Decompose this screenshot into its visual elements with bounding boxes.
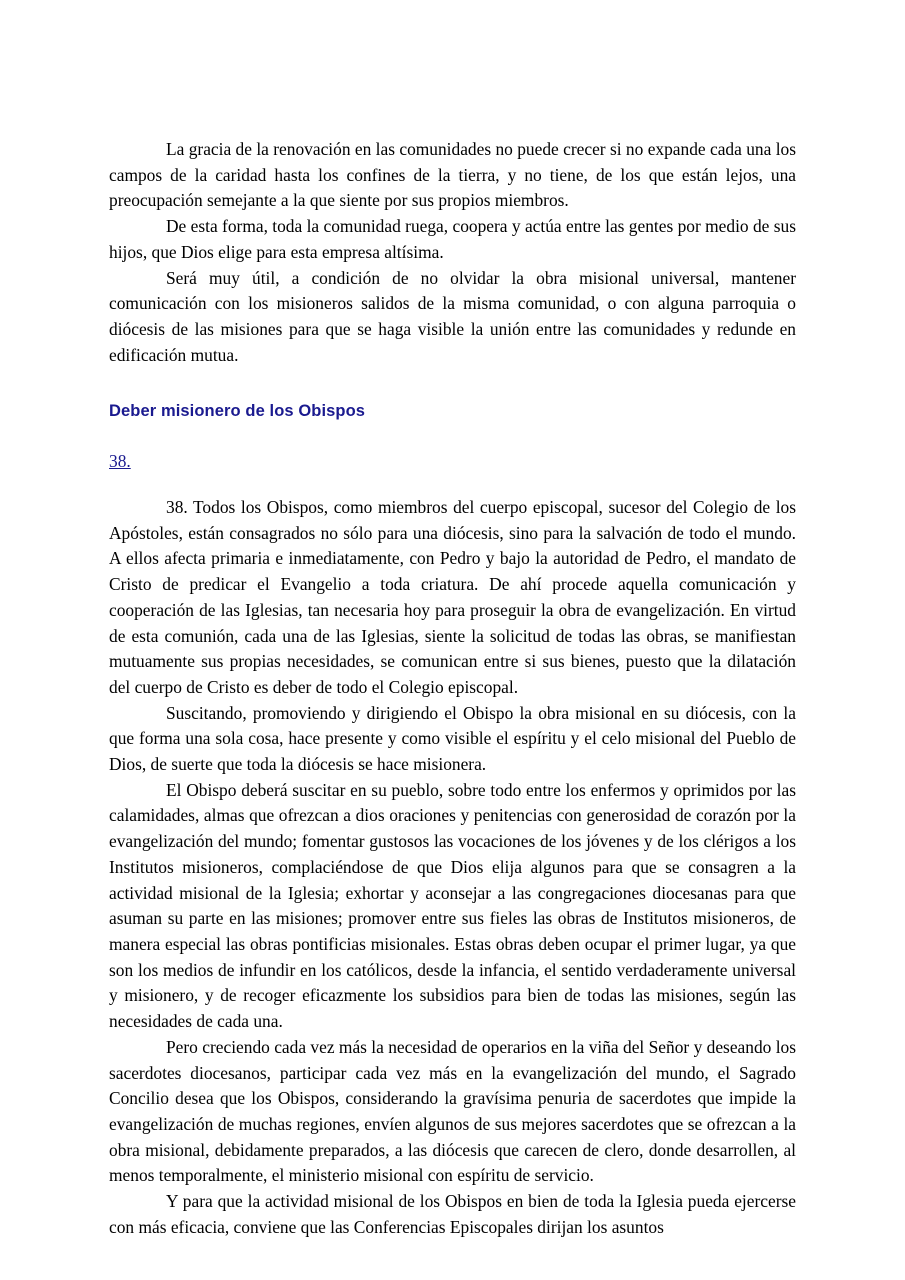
paragraph-y-para-que: Y para que la actividad misional de los Obispos en bien de toda la Iglesia pueda ejercerse con más eficacia, conviene que las Conferencias Episcopales dirijan los asuntos [109, 1191, 796, 1237]
section-anchor-block [109, 449, 796, 475]
paragraph-comunidad-ruega: De esta forma, toda la comunidad ruega, coopera y actúa entre las gentes por medio de sus hijos, que Dios elige para esta empresa altísima. [109, 216, 796, 262]
document-text-column [109, 137, 796, 1240]
paragraph-suscitando: Suscitando, promoviendo y dirigiendo el Obispo la obra misional en su diócesis, con la que forma una sola cosa, hace presente y como visible el espíritu y el celo misional del Pueblo de Dios, de suerte que toda la diócesis se hace misionera. [109, 702, 796, 775]
page-title: Deber misionero de los Obispos [109, 402, 366, 421]
paragraph-el-obispo-debera: El Obispo deberá suscitar en su pueblo, sobre todo entre los enfermos y oprimidos por las calamidades, almas que ofrezcan a dios oraciones y penitencias con generosidad de corazón por la evangelización del mundo; fomentar gustosos las vocaciones de los jóvenes y de los clérigos a los Institutos misioneros, complaciéndose de que Dios elija algunos para que se consagren a la actividad misional de la Iglesia; exhortar y aconsejar a las congregaciones diocesanas para que asuman su parte en las misiones; promover entre sus fieles las obras de Institutos misioneros, de manera especial las obras pontificias misionales. Estas obras deben ocupar el primer lugar, ya que son los medios de infundir en los católicos, desde la infancia, el sentido verdaderamente universal y misionero, y de recoger eficazmente los subsidios para bien de todas las misiones, según las necesidades de cada una. [109, 779, 796, 1032]
paragraph-todos-los-obispos: 38. Todos los Obispos, como miembros del cuerpo episcopal, sucesor del Colegio de los Apóstoles, están consagrados no sólo para una diócesis, sino para la salvación de todo el mundo. A ellos afecta primaria e inmediatamente, con Pedro y bajo la autoridad de Pedro, el mandato de Cristo de predicar el Evangelio a toda criatura. De ahí procede aquella comunicación y cooperación de las Iglesias, tan necesaria hoy para proseguir la obra de evangelización. En virtud de esta comunión, cada una de las Iglesias, siente la solicitud de todas las obras, se manifiestan mutuamente sus propias necesidades, se comunican entre si sus bienes, puesto que la dilatación del cuerpo de Cristo es deber de todo el Colegio episcopal. [109, 497, 796, 697]
paragraph-renovacion: La gracia de la renovación en las comunidades no puede crecer si no expande cada una los campos de la caridad hasta los confines de la tierra, y no tiene, de los que están lejos, una preocupación semejante a la que siente por sus propios miembros. [109, 139, 796, 211]
section-heading-block [109, 401, 796, 421]
section-number-link[interactable]: 38. [109, 451, 131, 472]
paragraph-sera-muy-util: Será muy útil, a condición de no olvidar la obra misional universal, mantener comunicación con los misioneros salidos de la misma comunidad, o con alguna parroquia o diócesis de las misiones para que se haga visible la unión entre las comunidades y redunde en edificación mutua. [109, 267, 796, 365]
paragraph-pero-creciendo: Pero creciendo cada vez más la necesidad de operarios en la viña del Señor y deseando los sacerdotes diocesanos, participar cada vez más en la evangelización del mundo, el Sagrado Concilio desea que los Obispos, considerando la gravísima penuria de sacerdotes que impide la evangelización de muchas regiones, envíen algunos de sus mejores sacerdotes que se ofrezcan a la obra misional, debidamente preparados, a las diócesis que carecen de clero, donde desarrollen, al menos temporalmente, el ministerio misional con espíritu de servicio. [109, 1036, 796, 1186]
